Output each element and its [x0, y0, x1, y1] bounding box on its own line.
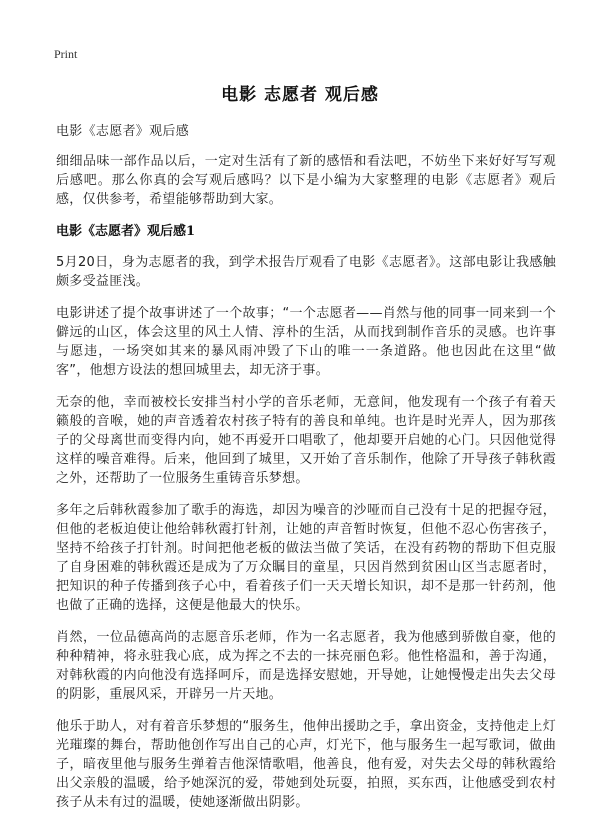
section-heading: 电影《志愿者》观后感1	[56, 224, 196, 239]
body-paragraph: 肖然，一位品德高尚的志愿音乐老师，作为一名志愿者，我为他感到骄傲自豪，他的种种精神，将永驻我心底，成为挥之不去的一抹亮丽色彩。他性格温和，善于沟通，对韩秋霞的内向他没有选择呵斥，而是选择安慰她，开导她，让她慢慢走出失去父母的阴影，重展风采，开辟另一片天地。	[56, 630, 556, 702]
page-title: 电影 志愿者 观后感	[221, 85, 379, 105]
body-paragraph: 5月20日，身为志愿者的我，到学术报告厅观看了电影《志愿者》。这部电影让我感触颇多受益匪浅。	[56, 255, 556, 289]
body-paragraph: 无奈的他，幸而被校长安排当村小学的音乐老师，无意间，他发现有一个孩子有着天籁般的音喉，她的声音透着农村孩子特有的善良和单纯。也许是时光弄人，因为那孩子的父母离世而变得内向，她不再爱开口唱歌了，他却要开启她的心门。只因他觉得这样的噪音难得。后来，他回到了城里，又开始了音乐制作，他除了开导孩子韩秋霞之外，还帮助了一位服务生重铸音乐梦想。	[56, 395, 556, 486]
body-paragraph: 电影讲述了提个故事讲述了一个故事；“一个志愿者——肖然与他的同事一同来到一个僻远的山区，体会这里的风土人情、淳朴的生活，从而找到制作音乐的灵感。也许事与愿违，一场突如其来的暴风雨冲毁了下山的唯一一条道路。他也因此在这里“做客”，他想方设法的想回城里去，却无济于事。	[56, 306, 556, 378]
print-link[interactable]: Print	[54, 47, 78, 61]
article-body	[56, 122, 556, 825]
body-paragraph: 多年之后韩秋霞参加了歌手的海选，却因为噪音的沙哑而自己没有十足的把握夺冠，但他的老板迫使让他给韩秋霞打针剂，让她的声音暂时恢复，但他不忍心伤害孩子，坚持不给孩子打针剂。时间把他老板的做法当做了笑话，在没有药物的帮助下但克服了自身困难的韩秋霞还是成为了万众瞩目的童星，只因肖然到贫困山区当志愿者时，把知识的种子传播到孩子心中，看着孩子们一天天增长知识，却不是那一针药剂，他也做了正确的选择，这便是他最大的快乐。	[56, 503, 556, 613]
body-paragraph: 他乐于助人，对有着音乐梦想的“服务生，他伸出援助之手，拿出资金，支持他走上灯光璀璨的舞台，帮助他创作写出自己的心声，灯光下，他与服务生一起写歌词，做曲子，暗夜里他与服务生弹着吉他深情歌唱，他善良，他有爱，对失去父母的韩秋霞给出父亲般的温暖，给予她深沉的爱，带她到处玩耍，拍照，买东西，让他感受到农村孩子从未有过的温暖，使她逐渐做出阴影。	[56, 719, 556, 810]
article-subtitle: 电影《志愿者》观后感	[56, 124, 190, 139]
intro-paragraph: 细细品味一部作品以后，一定对生活有了新的感悟和看法吧，不妨坐下来好好写写观后感吧。那么你真的会写观后感吗？以下是小编为大家整理的电影《志愿者》观后感，仅供参考，希望能够帮助到大家。	[56, 154, 556, 207]
